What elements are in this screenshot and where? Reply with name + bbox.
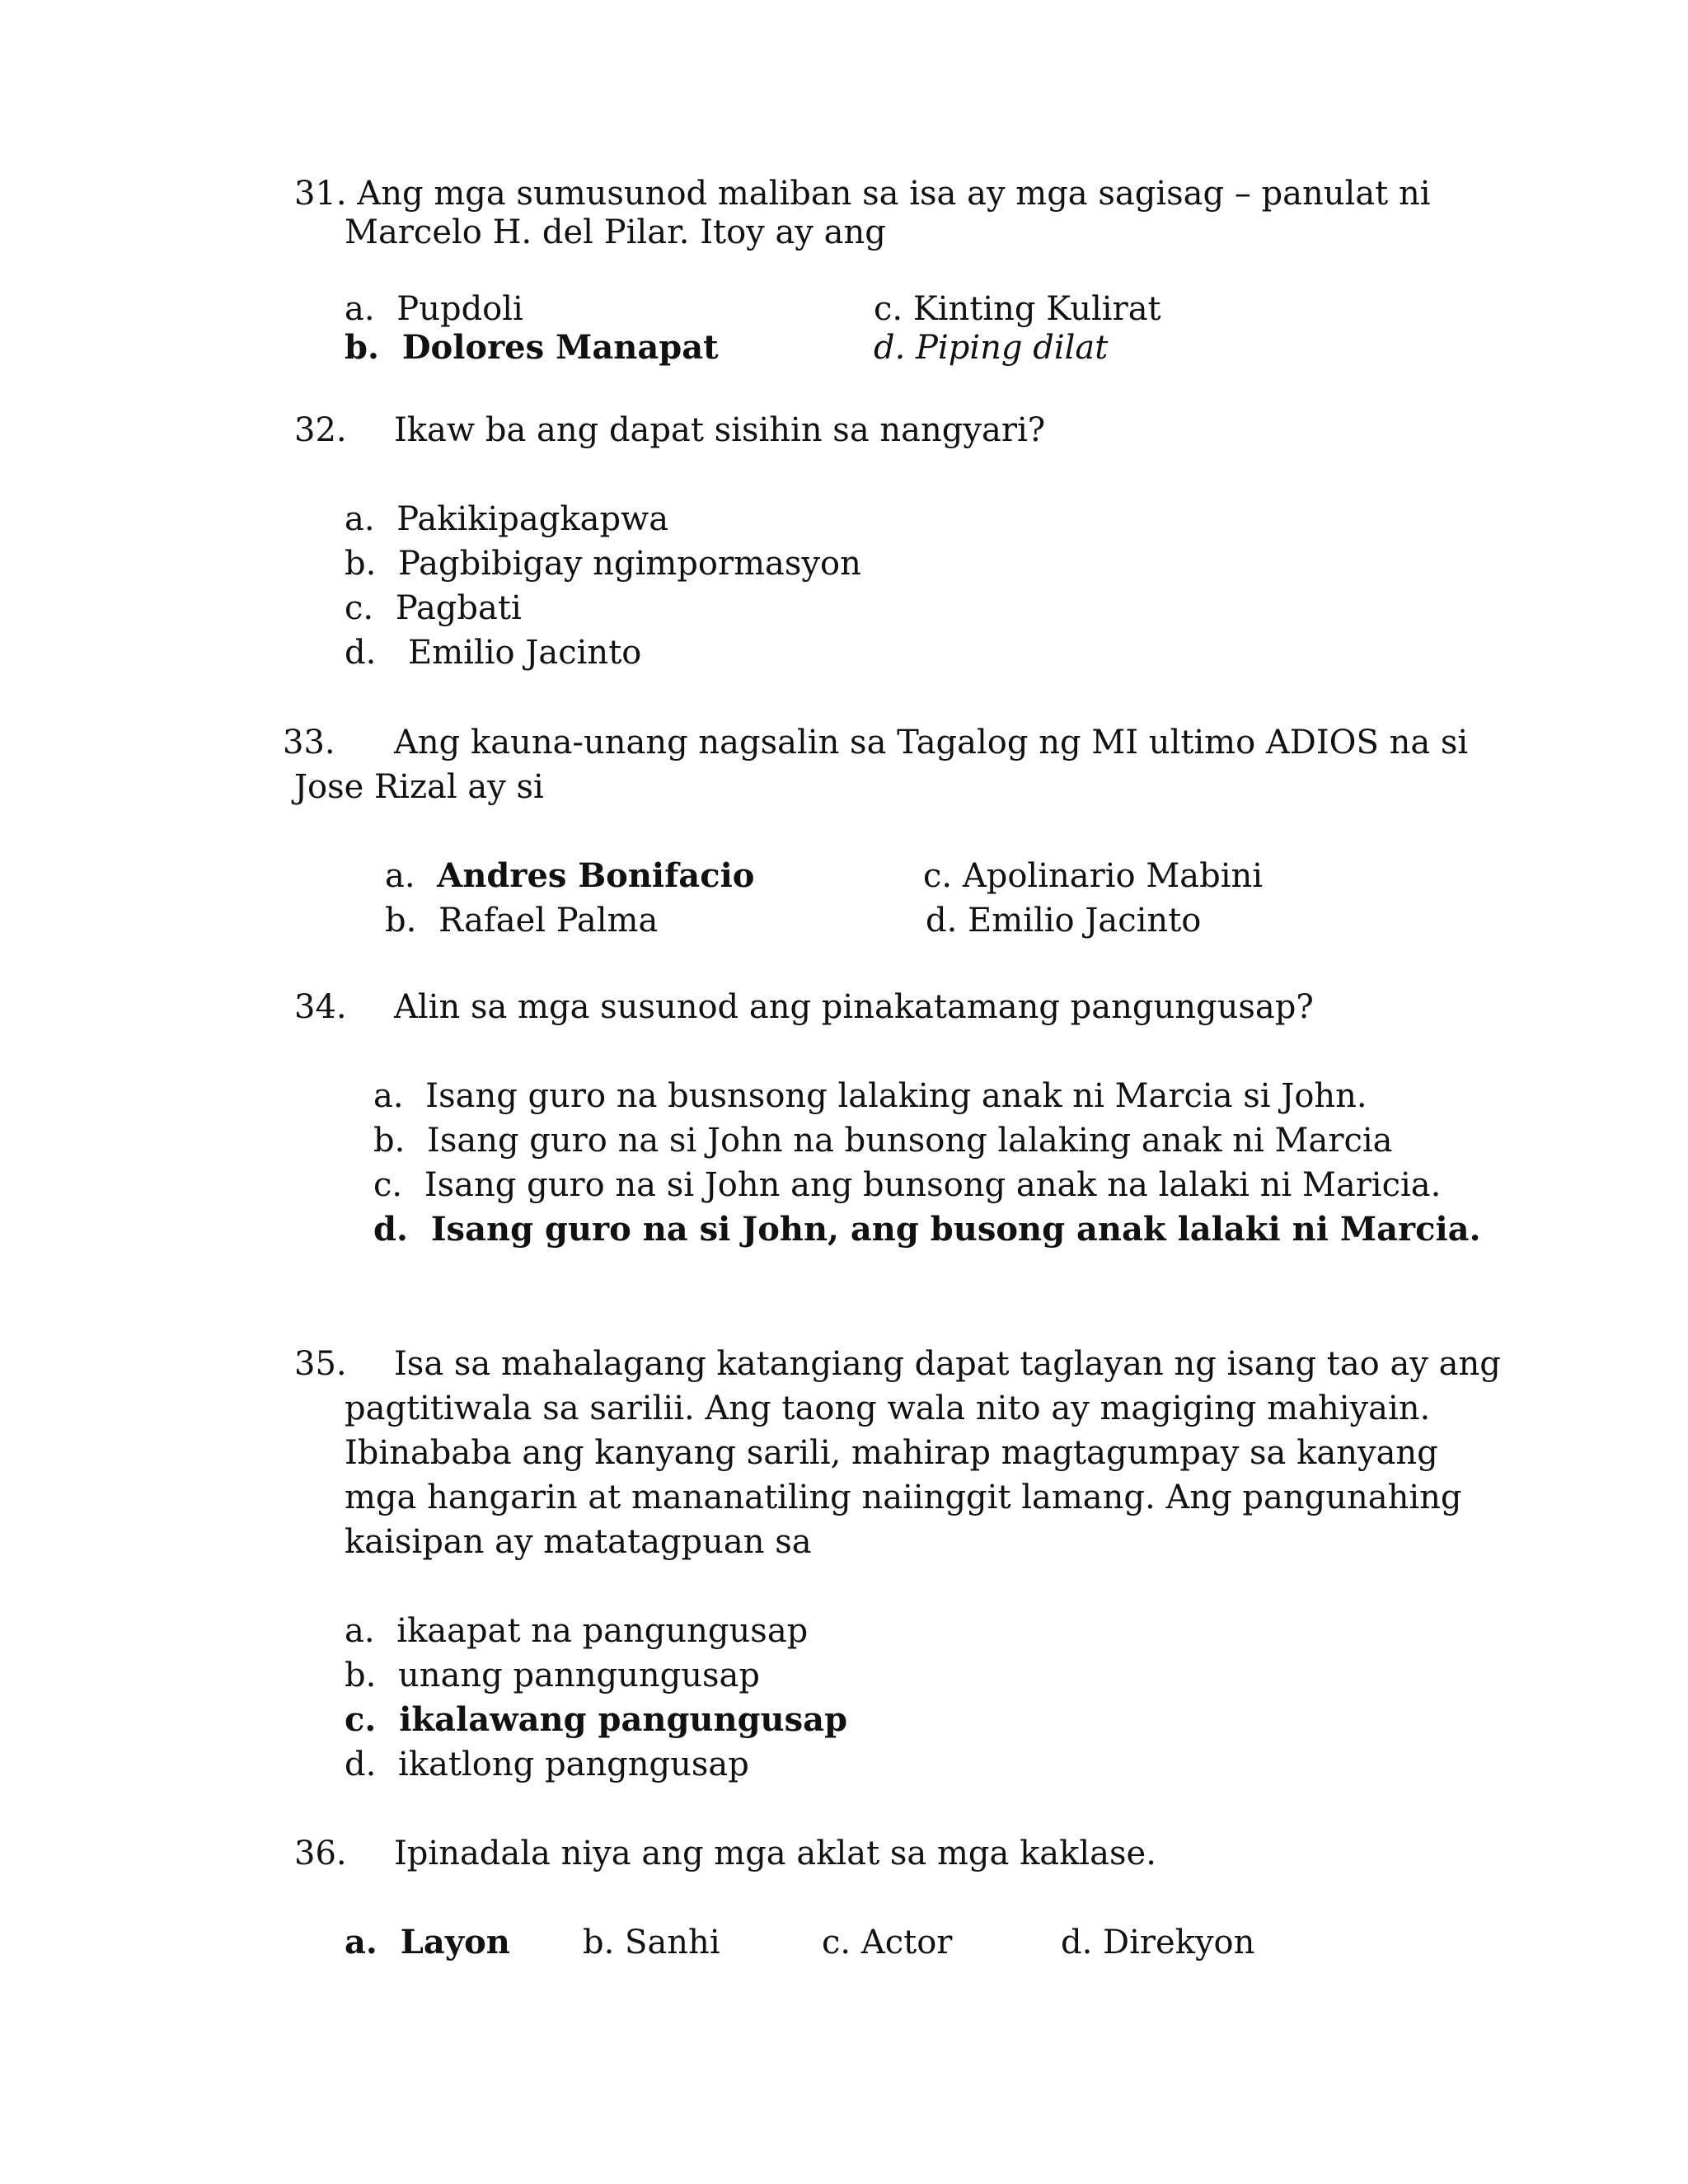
choice-letter: d. [373, 1210, 408, 1249]
question-stem: Alin sa mga susunod ang pinakatamang pangungusap? [394, 988, 1314, 1026]
choice-text: Andres Bonifacio [437, 856, 755, 895]
choice-text: ikatlong pangngusap [398, 1746, 749, 1783]
choice-text: Isang guro na si John ang bunsong anak na lalaki ni Maricia. [424, 1166, 1442, 1204]
question-stem: Ang mga sumusunod maliban sa isa ay mga sagisag – panulat ni [357, 175, 1431, 213]
question-31-line-1 [294, 171, 1431, 216]
choice-text: Pagbibigay ngimpormasyon [398, 545, 861, 583]
choice-text: Isang guro na si John, ang busong anak lalaki ni Marcia. [430, 1210, 1481, 1249]
question-number: 36. [294, 1835, 347, 1872]
choice-d [345, 1742, 749, 1787]
choice-a [345, 1609, 808, 1653]
choice-letter: b. [583, 1924, 615, 1961]
choice-text: Actor [860, 1924, 953, 1961]
choice-text: Kinting Kulirat [912, 290, 1161, 328]
choice-d [345, 630, 641, 675]
question-stem: Ipinadala niya ang mga aklat sa mga kaklase. [394, 1835, 1156, 1872]
choice-b [345, 541, 861, 586]
question-stem: pagtitiwala sa sarilii. Ang taong wala nito ay magiging mahiyain. [345, 1390, 1431, 1427]
choice-c [923, 854, 1263, 898]
choice-a [345, 1920, 510, 1965]
choice-a [345, 287, 523, 331]
question-stem: Jose Rizal ay si [294, 768, 544, 806]
choice-letter: c. [373, 1166, 403, 1204]
question-number: 33. [283, 724, 335, 762]
question-stem: Ikaw ba ang dapat sisihin sa nangyari? [394, 411, 1046, 449]
choice-letter: b. [373, 1122, 406, 1160]
choice-text: Layon [400, 1923, 510, 1961]
choice-c [822, 1920, 952, 1965]
question-stem: Ibinababa ang kanyang sarili, mahirap magtagumpay sa kanyang [345, 1434, 1438, 1472]
question-number: 35. [294, 1345, 347, 1383]
choice-text: Emilio Jacinto [968, 902, 1202, 940]
choice-letter: d. [345, 1746, 377, 1783]
choice-b [583, 1920, 720, 1965]
question-stem: Isa sa mahalagang katangiang dapat taglayan ng isang tao ay ang [394, 1345, 1501, 1383]
choice-letter: c. [923, 857, 953, 895]
choice-letter: c. [345, 589, 374, 627]
choice-c [345, 586, 522, 630]
choice-text: Dolores Manapat [401, 328, 719, 367]
choice-text: Piping dilat [916, 329, 1109, 367]
choice-d [874, 326, 1108, 370]
choice-text: Direkyon [1103, 1924, 1255, 1961]
choice-text: ikaapat na pangungusap [396, 1612, 809, 1650]
choice-text: unang panngungusap [398, 1657, 760, 1694]
question-number: 34. [294, 988, 347, 1026]
question-stem: mga hangarin at mananatiling naiinggit lamang. Ang pangunahing [345, 1479, 1462, 1516]
choice-letter: b. [345, 328, 379, 367]
choice-text: Pakikipagkapwa [396, 500, 669, 538]
choice-text: Sanhi [625, 1924, 720, 1961]
choice-b [385, 898, 658, 943]
choice-letter: c. [345, 1700, 377, 1739]
choice-a [385, 854, 754, 898]
choice-text: Emilio Jacinto [408, 634, 642, 672]
choice-letter: b. [345, 1657, 377, 1694]
question-number: 31. [294, 175, 347, 213]
choice-b [345, 326, 719, 370]
choice-c [874, 287, 1161, 331]
choice-d [1061, 1920, 1254, 1965]
choice-a [345, 497, 668, 541]
choice-letter: a. [345, 500, 375, 538]
question-stem: Ang kauna-unang nagsalin sa Tagalog ng MI ultimo ADIOS na si [394, 724, 1469, 762]
choice-letter: d. [874, 329, 906, 367]
choice-text: Isang guro na si John na bunsong lalaking anak ni Marcia [427, 1122, 1393, 1160]
choice-text: Pagbati [395, 589, 522, 627]
choice-letter: a. [345, 290, 375, 328]
choice-letter: a. [373, 1077, 404, 1115]
choice-text: Apolinario Mabini [962, 857, 1264, 895]
choice-letter: d. [1061, 1924, 1093, 1961]
choice-d [373, 1207, 1481, 1252]
choice-letter: c. [822, 1924, 851, 1961]
choice-letter: b. [385, 902, 417, 940]
choice-letter: c. [874, 290, 903, 328]
question-number: 32. [294, 411, 347, 449]
choice-letter: d. [345, 634, 377, 672]
question-stem: kaisipan ay matatagpuan sa [345, 1523, 812, 1561]
choice-c [373, 1163, 1441, 1207]
choice-d [926, 898, 1201, 943]
choice-letter: a. [385, 857, 415, 895]
question-stem: Marcelo H. del Pilar. Itoy ay ang [345, 213, 886, 251]
choice-text: Pupdoli [396, 290, 523, 328]
choice-letter: b. [345, 545, 377, 583]
choice-letter: a. [345, 1923, 377, 1961]
choice-text: Rafael Palma [438, 902, 659, 940]
choice-text: ikalawang pangungusap [399, 1700, 848, 1739]
choice-b [373, 1118, 1393, 1163]
choice-text: Isang guro na busnsong lalaking anak ni Marcia si John. [425, 1077, 1367, 1115]
choice-b [345, 1653, 760, 1698]
choice-letter: a. [345, 1612, 375, 1650]
choice-letter: d. [926, 902, 958, 940]
choice-c [345, 1698, 847, 1742]
choice-a [373, 1074, 1367, 1118]
